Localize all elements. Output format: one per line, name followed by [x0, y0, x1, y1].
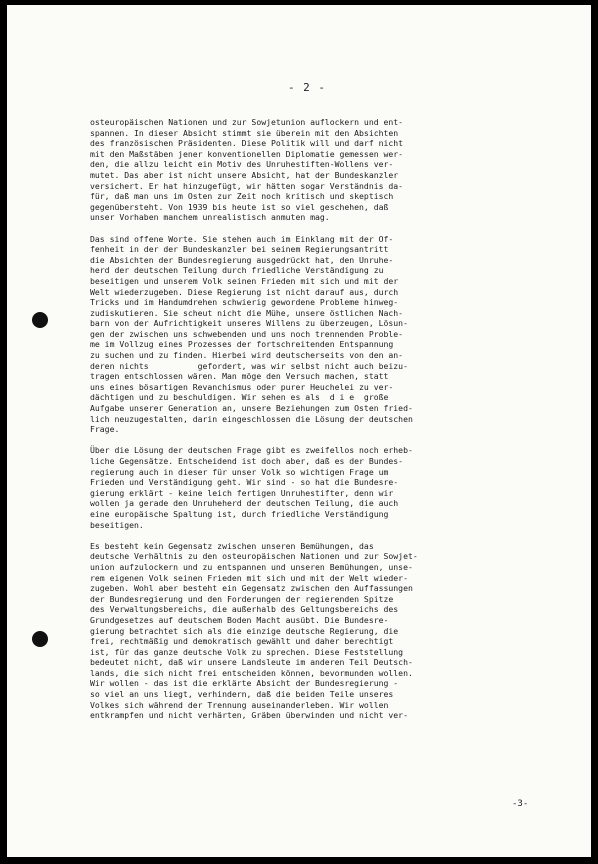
text-line: versichert. Er hat hinzugefügt, wir hätten sogar Verständnis da- [90, 180, 404, 191]
text-line: regierung auch in dieser für unser Volk so wichtigen Frage um [90, 466, 389, 477]
text-line: Es besteht kein Gegensatz zwischen unseren Bemühungen, das [90, 540, 374, 551]
text-line: wollen ja gerade den Unruheherd der deutschen Teilung, die auch [90, 498, 399, 509]
paragraph [90, 234, 574, 435]
text-line: dächtigen und zu beschuldigen. Wir sehen es als d i e große [90, 392, 389, 403]
paragraph [90, 541, 574, 721]
text-line: Frieden und Verständigung geht. Wir sind - so hat die Bundesre- [90, 477, 399, 488]
paragraph [90, 445, 574, 530]
text-line: Tricks und im Handumdrehen schwierig gewordene Probleme hinweg- [90, 297, 399, 308]
text-line: für, daß man uns im Osten zur Zeit noch kritisch und skeptisch [90, 191, 394, 202]
text-line: Volkes sich während der Trennung auseinanderleben. Wir wollen [90, 699, 389, 710]
text-line: ist, für das ganze deutsche Volk zu sprechen. Diese Feststellung [90, 646, 404, 657]
text-line: gen der zwischen uns schwebenden und uns noch trennenden Proble- [90, 328, 404, 339]
text-line: gegenübersteht. Von 1939 bis heute ist so viel geschehen, daß [90, 201, 389, 212]
text-line: me im Vollzug eines Prozesses der fortschreitenden Entspannung [90, 339, 394, 350]
document-page [7, 5, 591, 857]
punch-hole-top [32, 312, 48, 328]
text-line: Welt wiederzugeben. Diese Regierung ist nicht darauf aus, durch [90, 286, 399, 297]
paragraph [90, 117, 574, 223]
text-line: zudiskutieren. Sie scheut nicht die Mühe, unsere östlichen Nach- [90, 307, 404, 318]
text-line: deutsche Verhältnis zu den osteuropäischen Nationen und zur Sowjet- [90, 551, 418, 562]
text-line: beseitigen. [90, 519, 144, 530]
text-line: fenheit in der der Bundeskanzler bei seinem Regierungsantritt [90, 244, 389, 255]
text-line: uns eines bösartigen Revanchismus oder purer Heuchelei zu ver- [90, 381, 394, 392]
text-line: lands, die sich nicht frei entscheiden können, bevormunden wollen. [90, 667, 413, 678]
text-line: barn von der Aufrichtigkeit unseres Willens zu überzeugen, Lösun- [90, 318, 408, 329]
text-line: Über die Lösung der deutschen Frage gibt es zweifellos noch erheb- [90, 445, 413, 456]
punch-hole-bottom [32, 631, 48, 647]
text-line: herd der deutschen Teilung durch friedliche Verständigung zu [90, 265, 384, 276]
text-line: Das sind offene Worte. Sie stehen auch im Einklang mit der Of- [90, 233, 394, 244]
text-line: Aufgabe unserer Generation an, unsere Beziehungen zum Osten fried- [90, 403, 413, 414]
text-line: unser Vorhaben manchem unrealistisch anmuten mag. [90, 212, 330, 223]
text-line: Wir wollen - das ist die erklärte Absicht der Bundesregierung - [90, 678, 399, 689]
text-line: osteuropäischen Nationen und zur Sowjetunion auflockern und ent- [90, 117, 404, 127]
text-line: so viel an uns liegt, verhindern, daß die beiden Teile unseres [90, 689, 394, 700]
text-line: beseitigen und unserem Volk seinen Frieden mit sich und mit der [90, 275, 399, 286]
text-line: Frage. [90, 424, 120, 435]
text-line: frei, rechtmäßig und demokratisch gewählt und daher berechtigt [90, 636, 394, 647]
text-line: mit den Maßstäben jener konventionellen Diplomatie gemessen wer- [90, 148, 404, 159]
text-line: den, die allzu leicht ein Motiv des Unruhestiften-Wollens ver- [90, 159, 394, 170]
text-line: union aufzulockern und zu entspannen und unseren Bemühungen, unse- [90, 561, 413, 572]
text-line: gierung betrachtet sich als die einzige deutsche Regierung, die [90, 625, 399, 636]
text-line: des Verwaltungsbereichs, die außerhalb des Geltungsbereichs des [90, 604, 399, 615]
text-line: eine europäische Spaltung ist, durch friedliche Verständigung [90, 508, 389, 519]
continuation-page-marker: -3- [512, 799, 529, 809]
text-line: zu suchen und zu finden. Hierbei wird deutscherseits von den an- [90, 350, 404, 361]
text-line: der Bundesregierung und den Forderungen der regierenden Spitze [90, 593, 394, 604]
text-line: spannen. In dieser Absicht stimmt sie überein mit den Absichten [90, 127, 399, 138]
text-line: Grundgesetzes auf deutschem Boden Macht ausübt. Die Bundesre- [90, 614, 389, 625]
text-line: zugeben. Wohl aber besteht ein Gegensatz zwischen den Auffassungen [90, 583, 413, 594]
text-line: rem eigenen Volk seinen Frieden mit sich und mit der Welt wieder- [90, 572, 408, 583]
text-line: die Absichten der Bundesregierung ausgedrückt hat, den Unruhe- [90, 254, 394, 265]
text-line: lich neuzugestalten, darin eingeschlossen die Lösung der deutschen [90, 413, 413, 424]
text-line: tragen entschlossen wären. Man möge den Versuch machen, statt [90, 371, 389, 382]
text-line: deren nichts gefordert, was wir selbst nicht auch beizu- [90, 360, 408, 371]
text-line: liche Gegensätze. Entscheidend ist doch aber, daß es der Bundes- [90, 456, 404, 466]
document-body [90, 117, 574, 731]
text-line: bedeutet nicht, daß wir unsere Landsleute im anderen Teil Deutsch- [90, 657, 413, 668]
text-line: des französischen Präsidenten. Diese Politik will und darf nicht [90, 138, 404, 149]
page-number: - 2 - [287, 81, 327, 94]
text-line: gierung erklärt - keine leich fertigen Unruhestifter, denn wir [90, 487, 394, 498]
text-line: entkrampfen und nicht verhärten, Gräben überwinden und nicht ver- [90, 710, 408, 721]
text-line: mutet. Das aber ist nicht unsere Absicht, hat der Bundeskanzler [90, 169, 399, 180]
